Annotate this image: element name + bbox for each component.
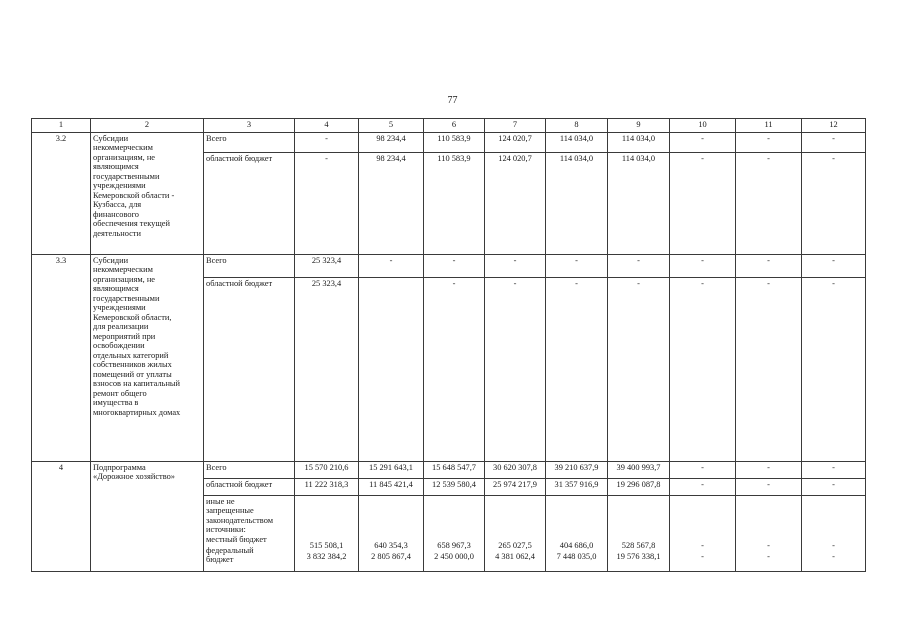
value-stack bbox=[736, 496, 802, 572]
value-cell: - bbox=[670, 133, 736, 153]
header-cell: 7 bbox=[485, 119, 546, 133]
name-line: Кемеровской области, bbox=[93, 312, 172, 322]
value-cell: - bbox=[424, 255, 485, 278]
header-cell: 2 bbox=[91, 119, 204, 133]
name-line: взносов на капитальный bbox=[93, 379, 181, 389]
value-local: 528 567,8 bbox=[621, 541, 656, 550]
name-line: являющимся bbox=[93, 284, 139, 294]
value-cell: 15 648 547,7 bbox=[424, 462, 485, 479]
value-cell: 11 222 318,3 bbox=[295, 479, 359, 496]
value-cell: - bbox=[608, 255, 670, 278]
name-line: финансового bbox=[93, 209, 139, 219]
value-cell: - bbox=[670, 278, 736, 462]
name-line: «Дорожное хозяйство» bbox=[93, 472, 175, 482]
value-local: 515 508,1 bbox=[309, 541, 344, 550]
value-federal: 2 805 867,4 bbox=[371, 552, 411, 561]
name-line: обеспечения текущей bbox=[93, 219, 170, 229]
name-line: Кузбасса, для bbox=[93, 200, 142, 210]
value-cell: - bbox=[546, 255, 608, 278]
source-cell: областной бюджет bbox=[204, 278, 295, 462]
name-line: мероприятий при bbox=[93, 331, 156, 341]
header-cell: 9 bbox=[608, 119, 670, 133]
value-cell: 12 539 580,4 bbox=[424, 479, 485, 496]
value-cell: - bbox=[802, 133, 866, 153]
name-line: некоммерческим bbox=[93, 265, 153, 275]
name-line: учреждениями bbox=[93, 181, 146, 191]
value-cell: 30 620 307,8 bbox=[485, 462, 546, 479]
value-federal: 4 381 062,4 bbox=[495, 552, 535, 561]
value-local: 404 686,0 bbox=[559, 541, 594, 550]
name-line: собственников жилых bbox=[93, 360, 172, 370]
value-cell: - bbox=[670, 462, 736, 479]
value-stack bbox=[670, 496, 736, 572]
value-local: 658 967,3 bbox=[437, 541, 471, 550]
value-cell: - bbox=[670, 153, 736, 255]
name-line: многоквартирных домах bbox=[93, 407, 181, 417]
value-cell: - bbox=[802, 153, 866, 255]
value-federal: - bbox=[832, 552, 835, 561]
item-name bbox=[91, 255, 204, 462]
value-local: 265 027,5 bbox=[498, 541, 532, 550]
name-line: организациям, не bbox=[93, 152, 156, 162]
header-cell: 6 bbox=[424, 119, 485, 133]
value-cell: 15 291 643,1 bbox=[359, 462, 424, 479]
name-line: освобождении bbox=[93, 341, 145, 351]
name-line: помещений от уплаты bbox=[93, 369, 172, 379]
value-cell: - bbox=[736, 153, 802, 255]
value-federal: - bbox=[701, 552, 704, 561]
value-cell: - bbox=[736, 133, 802, 153]
value-stack bbox=[802, 496, 866, 572]
other-sources-cell bbox=[204, 496, 295, 572]
value-cell: - bbox=[670, 479, 736, 496]
value-stack bbox=[424, 496, 485, 572]
value-cell: 114 034,0 bbox=[608, 133, 670, 153]
source-label-federal: федеральный бюджет bbox=[206, 545, 254, 565]
item-code: 3.3 bbox=[32, 255, 91, 462]
other-sources-label: иные не запрещенные законодательством источники: bbox=[206, 497, 274, 535]
source-cell: областной бюджет bbox=[204, 479, 295, 496]
header-cell: 11 bbox=[736, 119, 802, 133]
value-cell: - bbox=[670, 255, 736, 278]
value-federal: 7 448 035,0 bbox=[556, 552, 597, 561]
value-cell: 25 323,4 bbox=[295, 255, 359, 278]
budget-table bbox=[31, 118, 866, 572]
name-line: имущества в bbox=[93, 398, 139, 408]
item-name bbox=[91, 462, 204, 572]
value-stack bbox=[608, 496, 670, 572]
value-cell: - bbox=[736, 462, 802, 479]
header-cell: 12 bbox=[802, 119, 866, 133]
value-cell: 110 583,9 bbox=[424, 133, 485, 153]
table-row bbox=[32, 255, 866, 278]
source-cell: областной бюджет bbox=[204, 153, 295, 255]
value-cell: 39 210 637,9 bbox=[546, 462, 608, 479]
value-local: - bbox=[832, 541, 835, 550]
value-cell: - bbox=[424, 278, 485, 462]
name-line: организациям, не bbox=[93, 274, 156, 284]
value-federal: 19 576 338,1 bbox=[616, 552, 661, 561]
table-row bbox=[32, 133, 866, 153]
header-cell: 8 bbox=[546, 119, 608, 133]
value-cell: - bbox=[802, 278, 866, 462]
value-cell: 25 974 217,9 bbox=[485, 479, 546, 496]
name-line: Субсидии bbox=[93, 134, 129, 143]
value-cell: 15 570 210,6 bbox=[295, 462, 359, 479]
header-cell: 10 bbox=[670, 119, 736, 133]
value-cell bbox=[359, 278, 424, 462]
value-cell: 124 020,7 bbox=[485, 133, 546, 153]
value-federal: 3 832 384,2 bbox=[306, 552, 347, 561]
name-line: государственными bbox=[93, 171, 160, 181]
value-cell: 98 234,4 bbox=[359, 133, 424, 153]
value-stack bbox=[485, 496, 546, 572]
header-cell: 3 bbox=[204, 119, 295, 133]
value-cell: - bbox=[802, 479, 866, 496]
name-line: Подпрограмма bbox=[93, 463, 146, 472]
name-line: Кемеровской области - bbox=[93, 190, 175, 200]
value-cell: - bbox=[802, 462, 866, 479]
value-local: - bbox=[767, 541, 770, 550]
value-cell: 11 845 421,4 bbox=[359, 479, 424, 496]
value-local: 640 354,3 bbox=[374, 541, 408, 550]
name-line: учреждениями bbox=[93, 303, 146, 313]
value-cell: 114 034,0 bbox=[546, 153, 608, 255]
header-row bbox=[32, 119, 866, 133]
value-cell: - bbox=[485, 255, 546, 278]
name-line: Субсидии bbox=[93, 256, 129, 265]
value-cell: - bbox=[736, 255, 802, 278]
value-cell: 124 020,7 bbox=[485, 153, 546, 255]
table-row bbox=[32, 462, 866, 479]
source-label-local: местный бюджет bbox=[206, 534, 267, 544]
item-code: 3.2 bbox=[32, 133, 91, 255]
value-cell: - bbox=[802, 255, 866, 278]
value-cell: - bbox=[608, 278, 670, 462]
value-cell: - bbox=[546, 278, 608, 462]
page-number: 77 bbox=[447, 95, 458, 106]
name-line: деятельности bbox=[93, 228, 141, 238]
value-cell: 25 323,4 bbox=[295, 278, 359, 462]
value-cell: 19 296 087,8 bbox=[608, 479, 670, 496]
name-line: являющимся bbox=[93, 162, 139, 172]
value-cell: - bbox=[295, 153, 359, 255]
value-cell: - bbox=[736, 278, 802, 462]
value-stack bbox=[295, 496, 359, 572]
value-cell: - bbox=[359, 255, 424, 278]
value-cell: 98 234,4 bbox=[359, 153, 424, 255]
value-cell: 114 034,0 bbox=[608, 153, 670, 255]
value-federal: - bbox=[767, 552, 770, 561]
source-cell: Всего bbox=[204, 462, 295, 479]
item-code: 4 bbox=[32, 462, 91, 572]
name-line: ремонт общего bbox=[93, 388, 147, 398]
source-cell: Всего bbox=[204, 255, 295, 278]
value-cell: 114 034,0 bbox=[546, 133, 608, 153]
value-cell: 110 583,9 bbox=[424, 153, 485, 255]
value-cell: - bbox=[736, 479, 802, 496]
source-cell: Всего bbox=[204, 133, 295, 153]
header-cell: 4 bbox=[295, 119, 359, 133]
header-cell: 1 bbox=[32, 119, 91, 133]
item-name bbox=[91, 133, 204, 255]
header-cell: 5 bbox=[359, 119, 424, 133]
value-federal: 2 450 000,0 bbox=[434, 552, 474, 561]
value-local: - bbox=[701, 541, 704, 550]
name-line: государственными bbox=[93, 293, 160, 303]
name-line: отдельных категорий bbox=[93, 350, 169, 360]
value-stack bbox=[546, 496, 608, 572]
name-line: некоммерческим bbox=[93, 143, 153, 153]
value-cell: - bbox=[295, 133, 359, 153]
name-line: для реализации bbox=[93, 322, 149, 332]
value-cell: - bbox=[485, 278, 546, 462]
value-stack bbox=[359, 496, 424, 572]
value-cell: 31 357 916,9 bbox=[546, 479, 608, 496]
value-cell: 39 400 993,7 bbox=[608, 462, 670, 479]
